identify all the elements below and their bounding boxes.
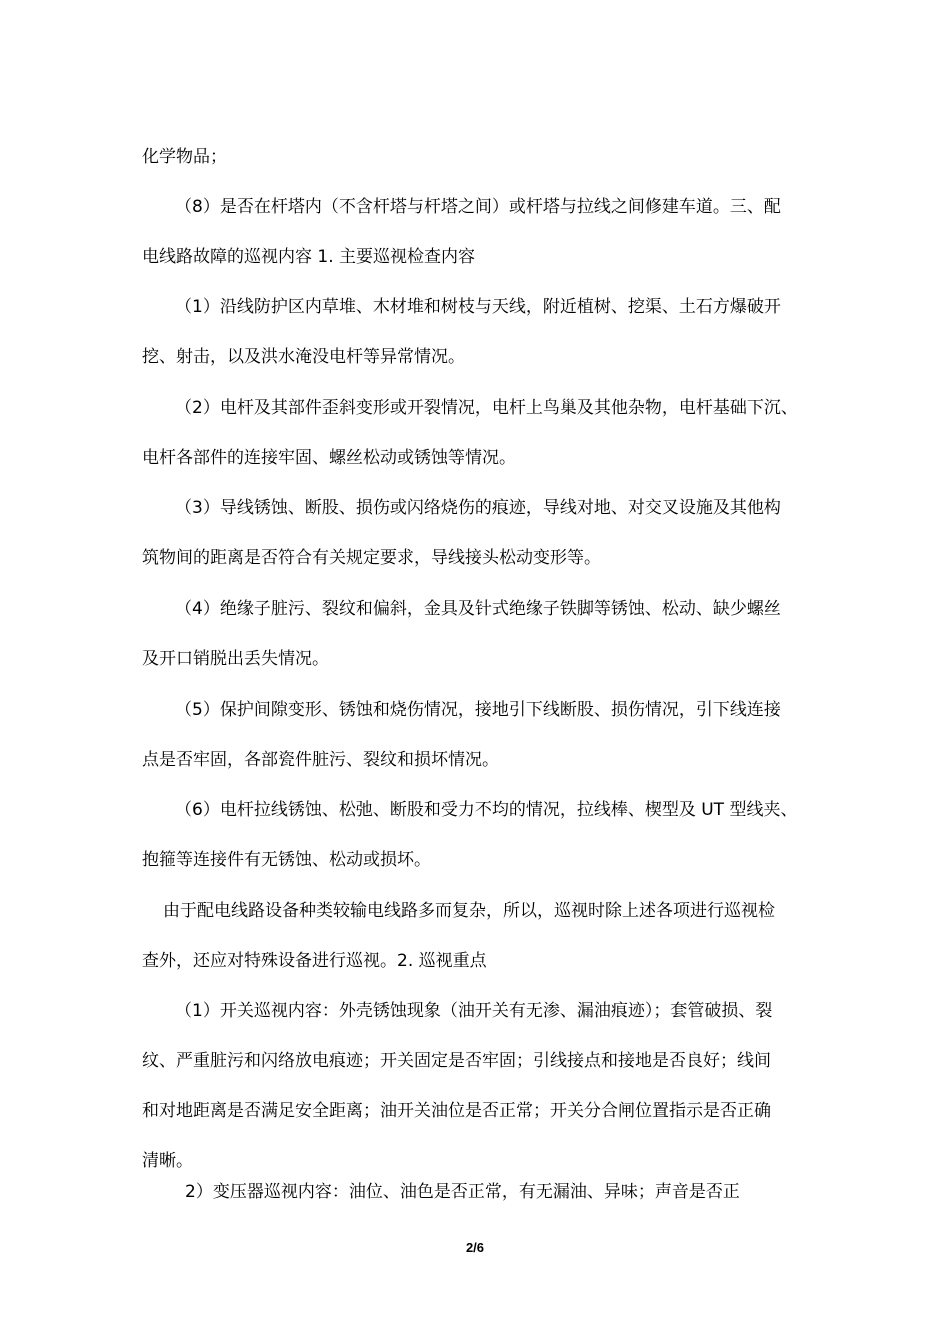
text-line: 挖、射击，以及洪水淹没电杆等异常情况。 — [142, 347, 465, 367]
text-line: 化学物品； — [142, 147, 227, 167]
text-line: 电杆各部件的连接牢固、螺丝松动或锈蚀等情况。 — [142, 448, 516, 468]
text-line: （3）导线锈蚀、断股、损伤或闪络烧伤的痕迹，导线对地、对交叉设施及其他构 — [175, 498, 781, 518]
text-line: 由于配电线路设备种类较输电线路多而复杂，所以，巡视时除上述各项进行巡视检 — [163, 901, 775, 921]
text-line: （1）沿线防护区内草堆、木材堆和树枝与天线，附近植树、挖渠、土石方爆破开 — [175, 297, 781, 317]
text-line: （5）保护间隙变形、锈蚀和烧伤情况，接地引下线断股、损伤情况，引下线连接 — [175, 700, 781, 720]
text-line: 清晰。 — [142, 1151, 193, 1171]
text-line: 查外，还应对特殊设备进行巡视。2. 巡视重点 — [142, 951, 487, 971]
text-line: （8）是否在杆塔内（不含杆塔与杆塔之间）或杆塔与拉线之间修建车道。三、配 — [175, 197, 781, 217]
page-number: 2/6 — [465, 1240, 485, 1255]
text-line: 点是否牢固，各部瓷件脏污、裂纹和损坏情况。 — [142, 750, 499, 770]
text-line: 筑物间的距离是否符合有关规定要求，导线接头松动变形等。 — [142, 548, 601, 568]
text-line: 及开口销脱出丢失情况。 — [142, 649, 329, 669]
text-line: 纹、严重脏污和闪络放电痕迹；开关固定是否牢固；引线接点和接地是否良好；线间 — [142, 1051, 771, 1071]
text-line: （1）开关巡视内容：外壳锈蚀现象（油开关有无渗、漏油痕迹）；套管破损、裂 — [175, 1001, 773, 1021]
text-line: （4）绝缘子脏污、裂纹和偏斜，金具及针式绝缘子铁脚等锈蚀、松动、缺少螺丝 — [175, 599, 781, 619]
text-line: （2）电杆及其部件歪斜变形或开裂情况，电杆上鸟巢及其他杂物，电杆基础下沉、 — [175, 398, 798, 418]
text-line: 抱箍等连接件有无锈蚀、松动或损坏。 — [142, 850, 431, 870]
text-line: 电线路故障的巡视内容 1. 主要巡视检查内容 — [142, 247, 476, 267]
text-line: 2）变压器巡视内容：油位、油色是否正常，有无漏油、异味；声音是否正 — [185, 1182, 740, 1202]
text-line: 和对地距离是否满足安全距离；油开关油位是否正常；开关分合闸位置指示是否正确 — [142, 1101, 771, 1121]
text-line: （6）电杆拉线锈蚀、松弛、断股和受力不均的情况，拉线棒、楔型及 UT 型线夹、 — [175, 800, 798, 820]
